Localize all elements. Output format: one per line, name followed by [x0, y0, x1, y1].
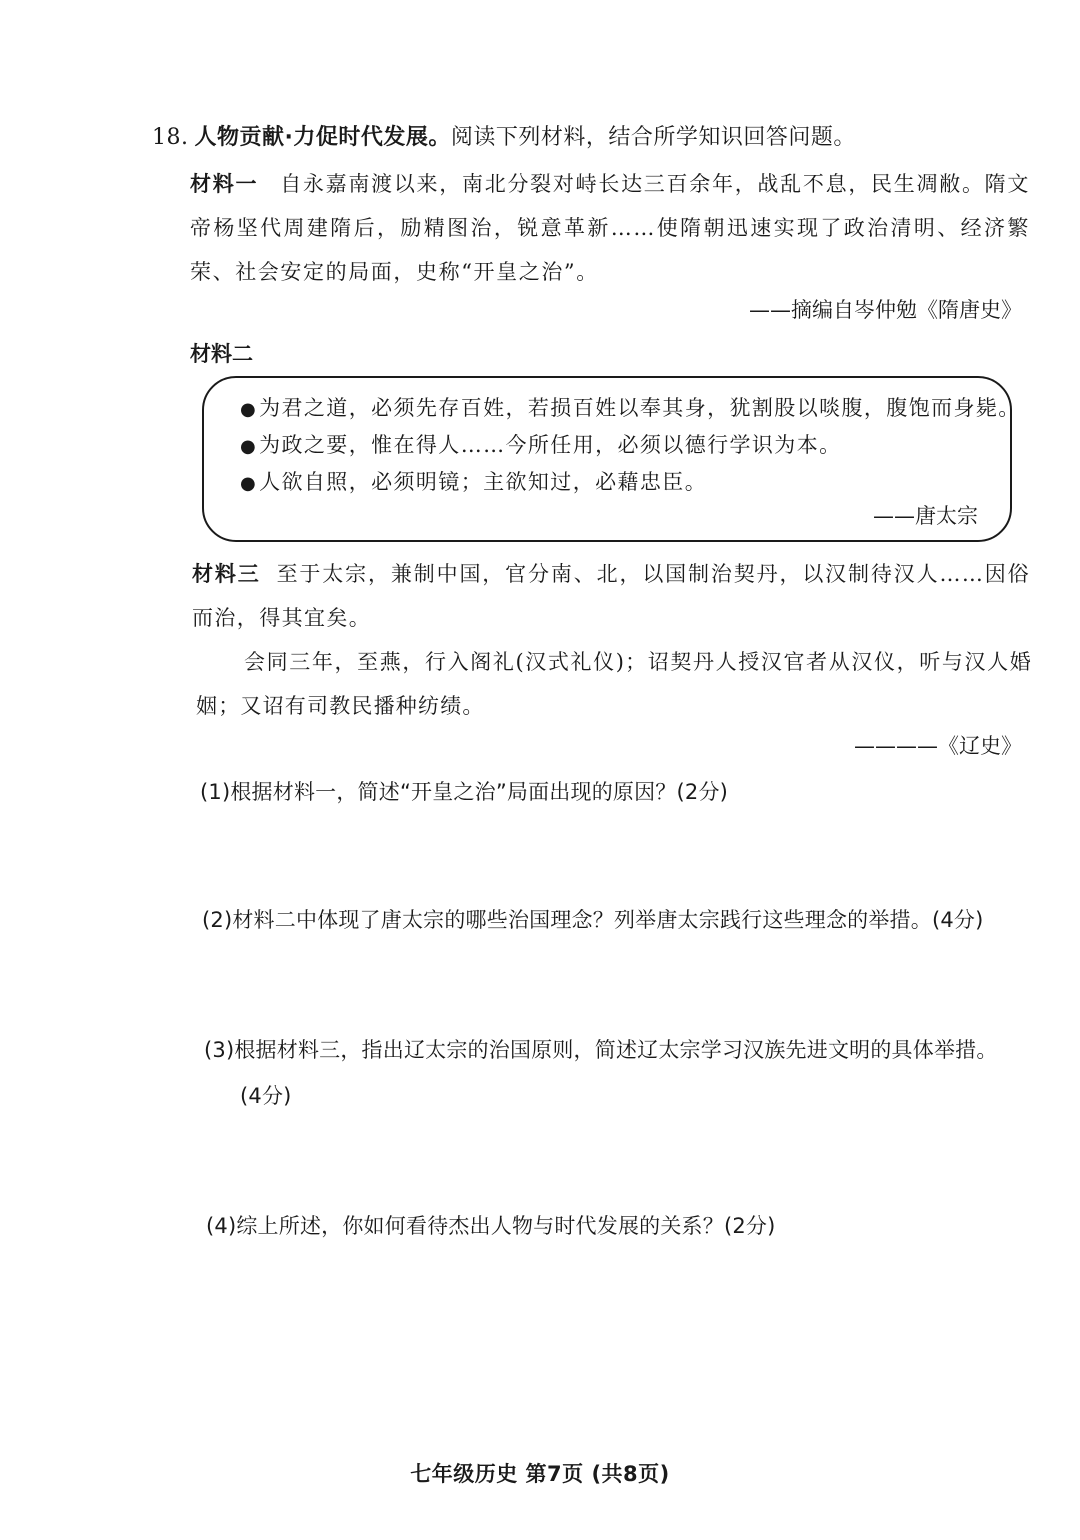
bullet-icon: ●: [240, 473, 258, 494]
material-two-label: 材料二: [190, 342, 253, 366]
material-one-text: 自永嘉南渡以来，南北分裂对峙长达三百余年，战乱不息，民生凋敝。隋文帝杨坚代周建隋后，励精图治，锐意革新……使隋朝迅速实现了政治清明、经济繁荣、社会安定的局面，史称“开皇之治”。: [190, 172, 1030, 284]
bullet-icon: ●: [240, 436, 258, 457]
sub-question-3-score: (4分): [240, 1084, 292, 1108]
sub-question-1: (1)根据材料一，简述“开皇之治”局面出现的原因？(2分): [200, 780, 729, 804]
sub-question-3: (3)根据材料三，指出辽太宗的治国原则，简述辽太宗学习汉族先进文明的具体举措。: [204, 1038, 998, 1062]
material-two-source: ——唐太宗: [873, 504, 978, 528]
question-number: 18.: [152, 125, 189, 150]
question-title-instruction: 阅读下列材料，结合所学知识回答问题。: [450, 125, 856, 150]
material-three-paragraph-two: 会同三年，至燕，行入阁礼(汉式礼仪)；诏契丹人授汉官者从汉仪，听与汉人婚姻；又诏有司教民播种纺绩。: [196, 650, 1032, 718]
material-one: [190, 162, 1030, 294]
material-two-quote: ●人欲自照，必须明镜；主欲知过，必藉忠臣。: [240, 470, 708, 494]
material-two-quote: ●为君之道，必须先存百姓，若损百姓以奉其身，犹割股以啖腹，腹饱而身毙。: [240, 396, 1021, 420]
page-footer: 七年级历史 第7页 (共8页): [410, 1462, 670, 1486]
material-three-label: 材料三: [192, 562, 261, 586]
question-title-bold: 人物贡献·力促时代发展。: [194, 125, 451, 150]
sub-question-2: (2)材料二中体现了唐太宗的哪些治国理念？列举唐太宗践行这些理念的举措。(4分): [202, 908, 984, 932]
material-two-box: [202, 376, 1021, 542]
material-three: [192, 552, 1030, 640]
material-one-source: ——摘编自岑仲勉《隋唐史》: [749, 298, 1022, 322]
sub-question-4: (4)综上所述，你如何看待杰出人物与时代发展的关系？(2分): [206, 1214, 776, 1238]
material-three-source: ————《辽史》: [854, 734, 1022, 758]
material-two-quote: ●为政之要，惟在得人……今所任用，必须以德行学识为本。: [240, 433, 842, 457]
bullet-icon: ●: [240, 399, 258, 420]
question-title: [152, 120, 856, 151]
material-three-text: 至于太宗，兼制中国，官分南、北，以国制治契丹，以汉制待汉人……因俗而治，得其宜矣。: [192, 562, 1030, 630]
material-one-label: 材料一: [190, 172, 259, 196]
